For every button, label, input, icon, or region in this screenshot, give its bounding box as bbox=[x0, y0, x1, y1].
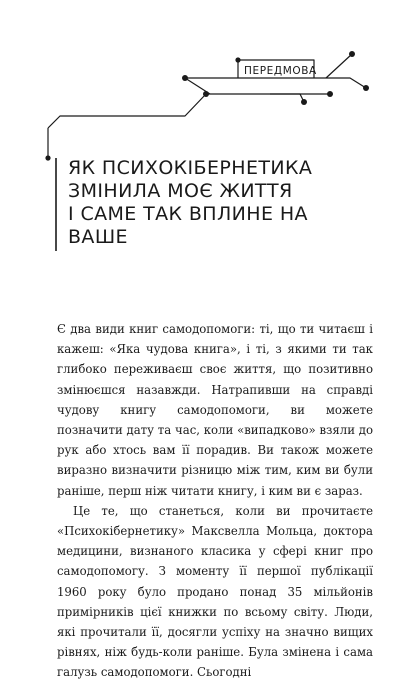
body-text bbox=[57, 319, 373, 683]
paragraph: Це те, що станеться, коли ви прочитаєте «Психокібернетику» Максвелла Мольца, доктора медицини, визнаного класика у сфері книг про самодопомогу. З моменту її першої публікації 1960 року було продано понад 35 мільйонів примірників цієї книжки по всьому світу. Люди, які прочитали її, досягли успіху на значно вищих рівнях, ніж будь-коли раніше. Була змінена і сама галузь самодопомоги. Сьогодні bbox=[57, 503, 373, 680]
circuit-node bbox=[327, 91, 333, 97]
chapter-title-line: ЗМІНИЛА МОЄ ЖИТТЯ bbox=[68, 180, 293, 202]
circuit-node bbox=[301, 99, 307, 105]
chapter-title bbox=[68, 157, 398, 249]
paragraph: Є два види книг самодопомоги: ті, що ти читаєш і кажеш: «Яка чудова книга», і ті, з якими ти так глибоко переживаєш своє життя, що позитивно змінюєшся назавжди. Натрапивши на справді чудову книгу самодопомоги, ви можете позначити дату та час, коли «випадково» взяли до рук або хтось вам її порадив. Ви також можете виразно визначити різницю між тим, ким ви були раніше, перш ніж читати книгу, і ким ви є зараз. bbox=[57, 322, 373, 498]
circuit-node bbox=[182, 75, 188, 81]
circuit-line-right bbox=[326, 78, 366, 88]
circuit-line-top-right bbox=[326, 54, 352, 78]
chapter-label: ПЕРЕДМОВА bbox=[244, 65, 317, 77]
circuit-node bbox=[203, 91, 209, 97]
circuit-line-main bbox=[48, 94, 206, 128]
chapter-title-line: ЯК ПСИХОКІБЕРНЕТИКА bbox=[68, 157, 313, 179]
chapter-title-line: ВАШЕ bbox=[68, 226, 128, 248]
circuit-node bbox=[45, 155, 50, 160]
circuit-node bbox=[235, 57, 240, 62]
circuit-node bbox=[349, 51, 355, 57]
chapter-title-line: І САМЕ ТАК ВПЛИНЕ НА bbox=[68, 203, 308, 225]
circuit-line-lower bbox=[206, 94, 304, 102]
circuit-node bbox=[363, 85, 369, 91]
